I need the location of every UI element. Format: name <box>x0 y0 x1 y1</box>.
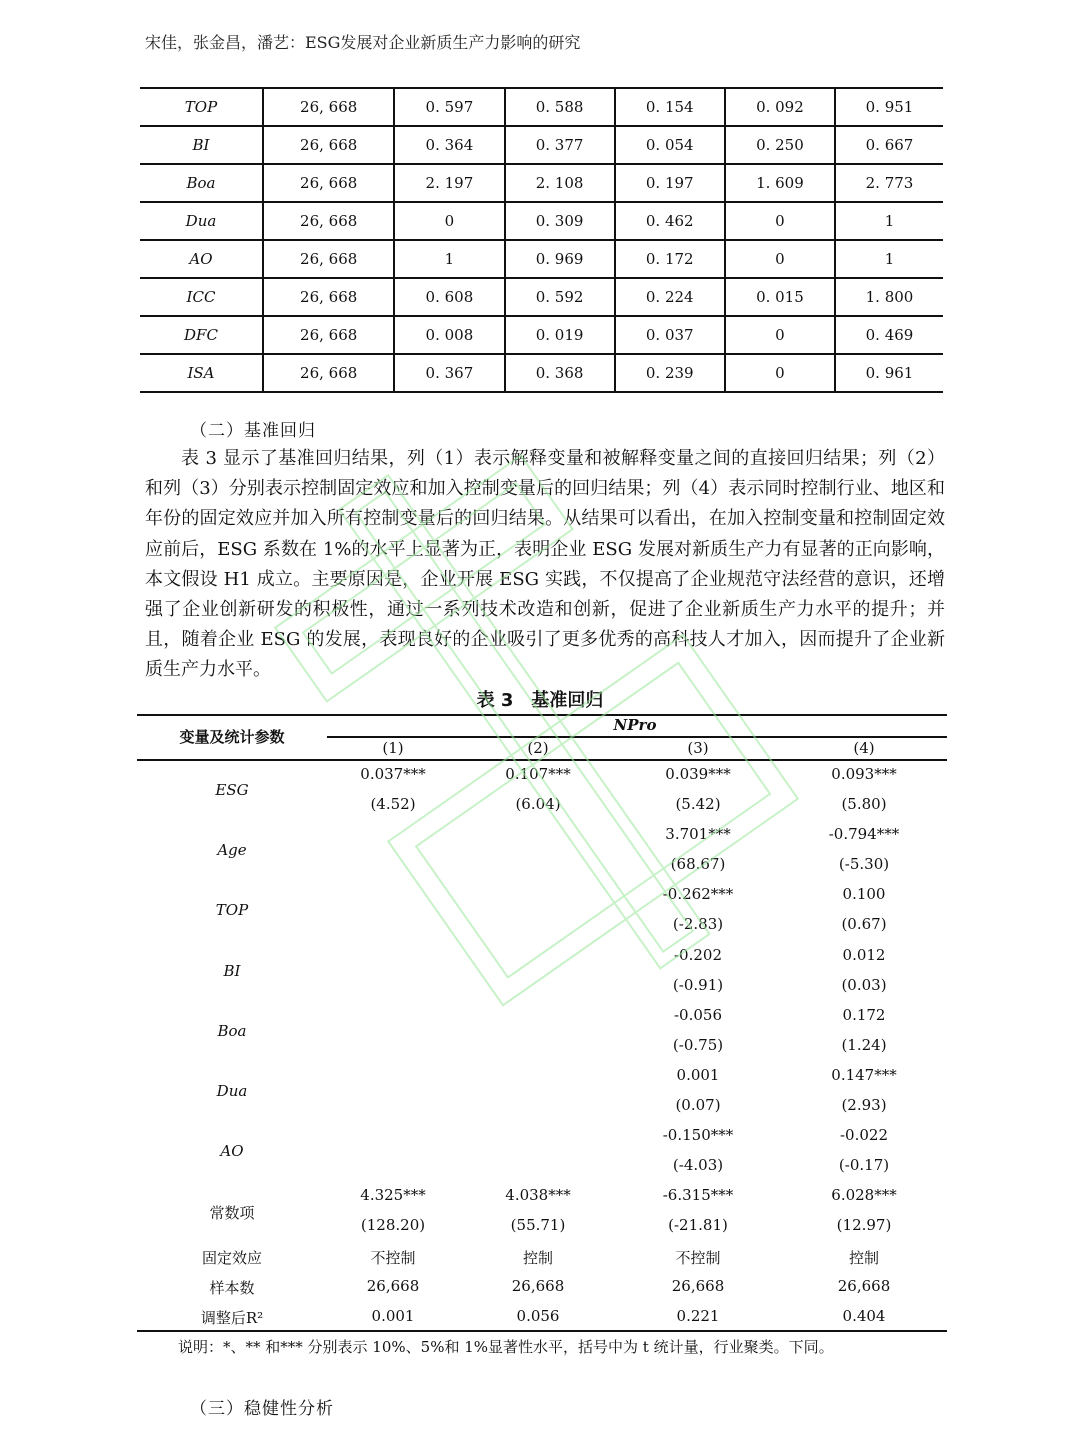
variable-label: 常数项 <box>209 1204 255 1223</box>
value-cell: 0. 019 <box>505 316 615 354</box>
coefficient-cell: 0.039*** <box>665 765 731 783</box>
t-stat-cell: (0.67) <box>841 915 887 934</box>
t-stat-cell: (2.93) <box>841 1096 887 1114</box>
value-cell: 0. 969 <box>505 240 615 278</box>
coefficient-cell: -0.794*** <box>828 825 900 844</box>
stat-value: 不控制 <box>370 1248 416 1267</box>
coefficient-cell: 0.107*** <box>505 765 571 783</box>
t-stat-cell: (4.52) <box>370 795 416 813</box>
stat-value: 控制 <box>522 1248 554 1267</box>
table-row <box>140 126 943 164</box>
value-cell: 0. 377 <box>505 126 615 164</box>
column-header: (1) <box>382 739 404 757</box>
table-row <box>140 316 943 354</box>
variable-cell: AO <box>140 240 263 278</box>
coefficient-cell: 0.093*** <box>831 765 897 783</box>
stat-value: 26,668 <box>511 1276 565 1295</box>
value-cell: 0 <box>725 316 835 354</box>
variable-label: BI <box>223 961 241 980</box>
stat-value: 0.221 <box>676 1306 720 1325</box>
table-note: 说明：*、** 和*** 分别表示 10%、5%和 1%显著性水平，括号中为 t 统计量，行业聚类。下同。 <box>178 1338 834 1356</box>
variable-cell: Dua <box>140 202 263 240</box>
stat-value: 0.404 <box>842 1306 886 1325</box>
value-cell: 26, 668 <box>263 316 394 354</box>
t-stat-cell: (0.07) <box>675 1096 721 1114</box>
group-rule <box>327 736 947 738</box>
value-cell: 0. 239 <box>615 354 725 392</box>
value-cell: 26, 668 <box>263 88 394 126</box>
value-cell: 1. 609 <box>725 164 835 202</box>
variable-label: TOP <box>215 901 249 920</box>
value-cell: 2. 773 <box>835 164 943 202</box>
value-cell: 0. 054 <box>615 126 725 164</box>
value-cell: 0. 951 <box>835 88 943 126</box>
stat-value: 26,668 <box>671 1276 725 1295</box>
value-cell: 0. 092 <box>725 88 835 126</box>
stat-label: 样本数 <box>209 1278 255 1297</box>
header-rule <box>137 759 947 761</box>
coefficient-cell: -0.150*** <box>662 1126 734 1145</box>
stat-value: 控制 <box>848 1248 880 1267</box>
t-stat-cell: (1.24) <box>841 1035 887 1054</box>
value-cell: 0 <box>394 202 504 240</box>
variable-label: ESG <box>215 781 249 799</box>
value-cell: 26, 668 <box>263 354 394 392</box>
value-cell: 0. 367 <box>394 354 504 392</box>
descriptive-stats-table <box>140 87 943 393</box>
coefficient-cell: -0.056 <box>673 1005 723 1024</box>
value-cell: 0. 368 <box>505 354 615 392</box>
variable-cell: ICC <box>140 278 263 316</box>
coefficient-cell: -0.202 <box>673 945 723 964</box>
value-cell: 1. 800 <box>835 278 943 316</box>
table-row <box>140 240 943 278</box>
stat-value: 不控制 <box>675 1248 721 1267</box>
t-stat-cell: (5.42) <box>675 795 721 813</box>
variable-cell: DFC <box>140 316 263 354</box>
variable-label: Dua <box>216 1082 248 1100</box>
value-cell: 0. 154 <box>615 88 725 126</box>
paragraph-text: 表 3 显示了基准回归结果，列（1）表示解释变量和被解释变量之间的直接回归结果；列（2）和列（3）分别表示控制固定效应和加入控制变量后的回归结果；列（4）表示同时控制行业、地区和年份的固定效应并加入所有控制变量后的回归结果。从结果可以看出，在加入控制变量和控制固定效应前后，ESG 系数在 1%的水平上显著为正，表明企业 ESG 发展对新质生产力有显著的正向影响，本文假设 H1 成立。主要原因是，企业开展 ESG 实践，不仅提高了企业规范守法经营的意识，还增强了企业创新研发的积极性，通过一系列技术改造和创新，促进了企业新质生产力水平的提升；并且，随着企业 ESG 的发展，表现良好的企业吸引了更多优秀的高科技人才加入，因而提升了企业新质生产力水平。 <box>145 448 945 681</box>
t-stat-cell: (5.80) <box>841 795 887 813</box>
t-stat-cell: (128.20) <box>360 1216 426 1235</box>
t-stat-cell: (0.03) <box>841 975 887 994</box>
value-cell: 0. 172 <box>615 240 725 278</box>
variable-label: Boa <box>217 1021 247 1040</box>
value-cell: 0. 197 <box>615 164 725 202</box>
coefficient-cell: 0.001 <box>676 1066 720 1084</box>
t-stat-cell: (-0.75) <box>672 1035 724 1054</box>
t-stat-cell: (6.04) <box>515 795 561 813</box>
column-header: (2) <box>527 739 549 757</box>
variable-label: Age <box>217 841 247 860</box>
value-cell: 26, 668 <box>263 164 394 202</box>
value-cell: 0 <box>725 202 835 240</box>
table-row <box>140 278 943 316</box>
value-cell: 26, 668 <box>263 202 394 240</box>
variable-label: AO <box>220 1142 244 1161</box>
t-stat-cell: (12.97) <box>836 1216 892 1235</box>
t-stat-cell: (55.71) <box>510 1216 566 1235</box>
value-cell: 1 <box>835 202 943 240</box>
coefficient-cell: 0.037*** <box>360 765 426 783</box>
header-left-label: 变量及统计参数 <box>179 728 285 746</box>
value-cell: 0. 961 <box>835 354 943 392</box>
section-title-robustness: （三）稳健性分析 <box>190 1399 334 1419</box>
value-cell: 0. 592 <box>505 278 615 316</box>
body-paragraph <box>145 444 945 686</box>
baseline-regression-table <box>137 714 947 1334</box>
t-stat-cell: (-5.30) <box>838 855 890 874</box>
section-title-baseline: （二）基准回归 <box>190 421 316 441</box>
column-header: (4) <box>853 739 875 757</box>
variable-cell: ISA <box>140 354 263 392</box>
table-row <box>140 202 943 240</box>
value-cell: 0. 667 <box>835 126 943 164</box>
coefficient-cell: 0.012 <box>842 945 886 964</box>
coefficient-cell: 0.172 <box>842 1005 886 1024</box>
value-cell: 1 <box>394 240 504 278</box>
value-cell: 0. 309 <box>505 202 615 240</box>
coefficient-cell: 0.147*** <box>831 1066 897 1084</box>
t-stat-cell: (-21.81) <box>668 1216 728 1235</box>
value-cell: 0. 597 <box>394 88 504 126</box>
value-cell: 1 <box>835 240 943 278</box>
value-cell: 0. 462 <box>615 202 725 240</box>
t-stat-cell: (-0.17) <box>838 1156 890 1175</box>
table-row <box>140 164 943 202</box>
coefficient-cell: -0.022 <box>839 1126 889 1145</box>
table-row <box>140 88 943 126</box>
table-bottom-rule <box>137 1330 947 1332</box>
value-cell: 0. 008 <box>394 316 504 354</box>
value-cell: 0. 037 <box>615 316 725 354</box>
stat-label: 固定效应 <box>201 1248 262 1267</box>
coefficient-cell: 4.038*** <box>505 1186 571 1205</box>
coefficient-cell: 4.325*** <box>360 1186 426 1205</box>
value-cell: 0 <box>725 354 835 392</box>
t-stat-cell: (-4.03) <box>672 1156 724 1175</box>
stat-value: 0.056 <box>516 1306 560 1325</box>
variable-cell: Boa <box>140 164 263 202</box>
running-header: 宋佳，张金昌，潘艺：ESG发展对企业新质生产力影响的研究 <box>145 33 581 52</box>
table-row <box>140 354 943 392</box>
header-group-label: NPro <box>613 716 657 734</box>
value-cell: 26, 668 <box>263 240 394 278</box>
value-cell: 2. 197 <box>394 164 504 202</box>
value-cell: 0 <box>725 240 835 278</box>
table3-caption: 表 3 基准回归 <box>476 690 604 711</box>
value-cell: 2. 108 <box>505 164 615 202</box>
stat-value: 0.001 <box>371 1306 415 1325</box>
t-stat-cell: (-0.91) <box>672 975 724 994</box>
coefficient-cell: 3.701*** <box>665 825 731 844</box>
coefficient-cell: -6.315*** <box>662 1186 734 1205</box>
value-cell: 0. 250 <box>725 126 835 164</box>
table-top-rule <box>137 714 947 716</box>
value-cell: 26, 668 <box>263 126 394 164</box>
t-stat-cell: (68.67) <box>670 855 726 874</box>
value-cell: 0. 608 <box>394 278 504 316</box>
coefficient-cell: 0.100 <box>842 885 886 904</box>
stat-label: 调整后R² <box>200 1308 264 1327</box>
value-cell: 26, 668 <box>263 278 394 316</box>
coefficient-cell: 6.028*** <box>831 1186 897 1205</box>
column-header: (3) <box>687 739 709 757</box>
t-stat-cell: (-2.83) <box>672 915 724 934</box>
variable-cell: BI <box>140 126 263 164</box>
variable-cell: TOP <box>140 88 263 126</box>
value-cell: 0. 015 <box>725 278 835 316</box>
stat-value: 26,668 <box>837 1276 891 1295</box>
coefficient-cell: -0.262*** <box>662 885 734 904</box>
value-cell: 0. 224 <box>615 278 725 316</box>
value-cell: 0. 469 <box>835 316 943 354</box>
value-cell: 0. 588 <box>505 88 615 126</box>
value-cell: 0. 364 <box>394 126 504 164</box>
stat-value: 26,668 <box>366 1276 420 1295</box>
